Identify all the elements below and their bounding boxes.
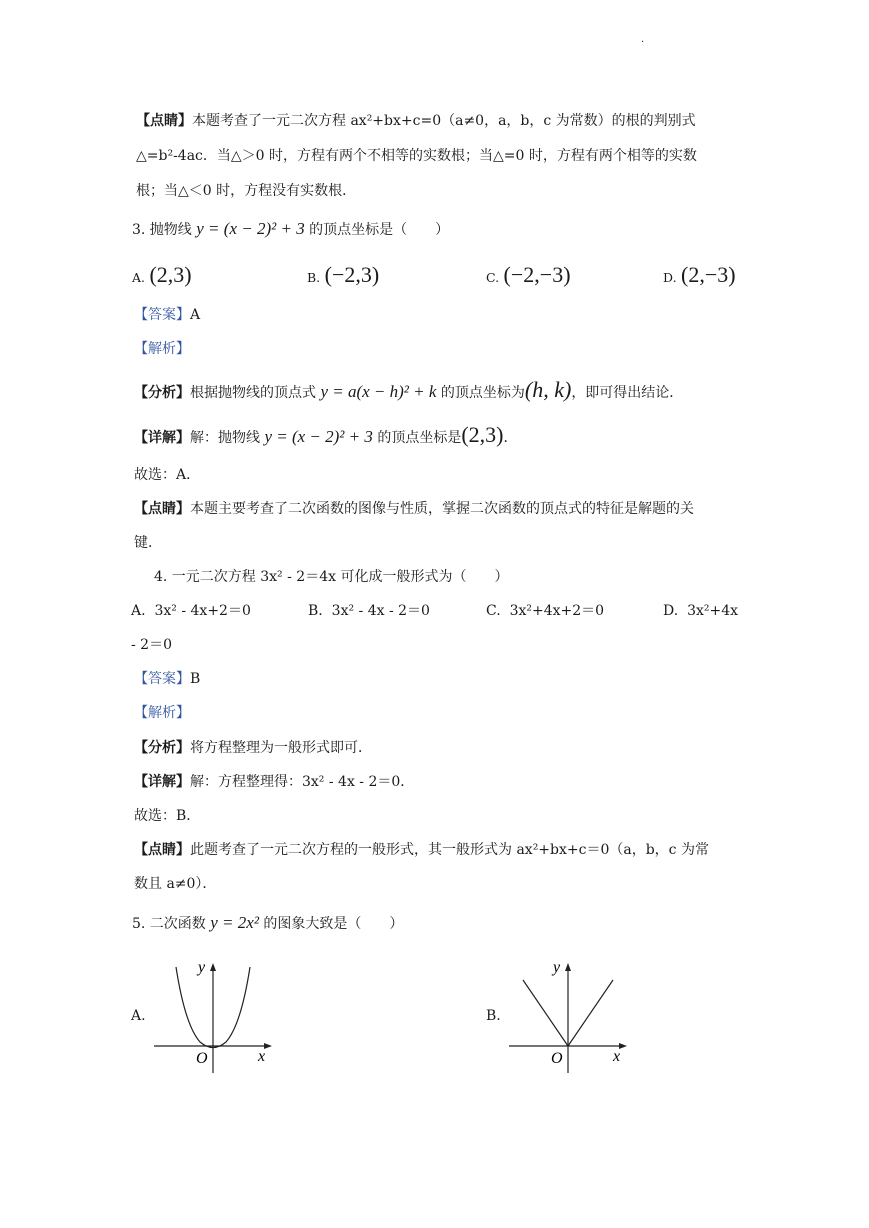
q3-stem-suffix: 的顶点坐标是（ ） — [309, 222, 450, 238]
q5-graph-a-label: A. — [131, 1008, 146, 1024]
q4-answer-tag: 【答案】 — [134, 671, 190, 687]
q5-graph-b — [505, 955, 635, 1075]
q3-fenxi-prefix: 根据抛物线的顶点式 — [190, 385, 321, 401]
q4-option-d-value: 3x²+4x — [687, 603, 739, 619]
q4-fenxi-tag: 【分析】 — [134, 740, 190, 756]
q3-option-d-label: D. — [663, 270, 677, 285]
q3-guxuan: 故选：A． — [134, 467, 201, 483]
q3-fenxi-formula: y = a(x − h)² + k — [320, 382, 437, 401]
note1-line3: 根；当△＜0 时，方程没有实数根． — [136, 183, 357, 199]
y-axis-arrow-icon — [565, 963, 571, 971]
q4-option-a-value: 3x² - 4x+2＝0 — [154, 603, 251, 619]
q3-xiangjie-point: (2,3) — [461, 422, 504, 447]
q3-analysis-tag: 【解析】 — [134, 341, 190, 357]
answer-tag: 【答案】 — [134, 307, 190, 323]
origin-label: O — [551, 1050, 563, 1067]
x-axis-arrow-icon — [619, 1043, 627, 1049]
q3-stem — [132, 219, 449, 240]
q5-stem-prefix: 5. 二次函数 — [132, 916, 211, 932]
q3-dianjing-tag: 【点睛】 — [134, 501, 190, 517]
note1-line2: △=b²-4ac．当△＞0 时，方程有两个不相等的实数根；当△=0 时，方程有两个相等的实数 — [136, 148, 697, 164]
x-axis-label: x — [258, 1048, 266, 1065]
q3-stem-prefix: 3. 抛物线 — [132, 222, 197, 238]
q3-xiangjie-suffix: ． — [503, 430, 518, 446]
q4-option-a — [131, 601, 251, 621]
q5-stem — [132, 913, 403, 934]
q3-option-d-value: (2,−3) — [681, 262, 736, 287]
q5-graph-a — [150, 955, 280, 1075]
q3-option-a-value: (2,3) — [149, 262, 192, 287]
q3-xiangjie-prefix: 解：抛物线 — [190, 430, 265, 446]
q3-option-d — [663, 262, 736, 288]
q4-guxuan: 故选：B． — [134, 808, 201, 824]
q3-dianjing-line1 — [134, 499, 694, 519]
q3-dianjing-line2: 键． — [134, 535, 162, 551]
q4-fenxi — [134, 738, 372, 758]
q3-option-a-label: A. — [132, 270, 146, 285]
fenxi-tag: 【分析】 — [134, 385, 190, 401]
q4-option-d — [663, 601, 738, 621]
q3-option-b — [307, 262, 380, 288]
q4-option-c-value: 3x²+4x+2＝0 — [509, 603, 605, 619]
q4-dianjing-line2: 数且 a≠0）． — [134, 876, 217, 892]
q3-answer — [134, 305, 200, 325]
q4-xiangjie — [134, 772, 414, 792]
q3-xiangjie-mid: 的顶点坐标是 — [377, 430, 462, 446]
y-axis-arrow-icon — [210, 963, 216, 971]
q3-option-c-label: C. — [486, 270, 500, 285]
q3-dianjing-text1: 本题主要考查了二次函数的图像与性质，掌握二次函数的顶点式的特征是解题的关 — [190, 501, 694, 517]
q3-xiangjie-formula: y = (x − 2)² + 3 — [264, 427, 373, 446]
q4-option-d-label: D. — [663, 603, 679, 619]
q3-fenxi-point: (h, k) — [524, 377, 572, 402]
q3-fenxi-mid: 的顶点坐标为 — [440, 385, 525, 401]
q4-dianjing-line1 — [134, 840, 709, 860]
header-mark: . — [641, 34, 645, 45]
q4-option-b-value: 3x² - 4x - 2＝0 — [331, 603, 430, 619]
q4-answer — [134, 669, 200, 689]
q3-option-c — [486, 262, 571, 288]
q3-option-b-label: B. — [307, 270, 321, 285]
q4-option-a-label: A. — [131, 603, 146, 619]
y-axis-label: y — [198, 959, 206, 976]
origin-label: O — [196, 1050, 208, 1067]
q3-fenxi-suffix: ，即可得出结论． — [571, 385, 684, 401]
q4-fenxi-text: 将方程整理为一般形式即可． — [190, 740, 372, 756]
note1-text1: 本题考查了一元二次方程 ax²+bx+c=0（a≠0，a，b，c 为常数）的根的判别式 — [192, 113, 696, 129]
q4-option-c-label: C. — [486, 603, 501, 619]
q4-option-b-label: B. — [308, 603, 323, 619]
x-axis-arrow-icon — [264, 1043, 272, 1049]
q4-stem: 4. 一元二次方程 3x² - 2＝4x 可化成一般形式为（ ） — [154, 569, 509, 585]
q4-xiangjie-tag: 【详解】 — [134, 774, 190, 790]
q4-dianjing-text1: 此题考查了一元二次方程的一般形式，其一般形式为 ax²+bx+c＝0（a，b，c 为常 — [190, 842, 709, 858]
q5-graph-b-label: B. — [486, 1008, 501, 1024]
q3-answer-value: A — [190, 307, 201, 323]
x-axis-label: x — [613, 1048, 621, 1065]
dianjing-tag: 【点睛】 — [136, 113, 192, 129]
q4-answer-value: B — [190, 671, 201, 687]
q3-fenxi — [134, 377, 684, 403]
q4-option-b — [308, 601, 430, 621]
y-axis-label: y — [553, 959, 561, 976]
q5-stem-suffix: 的图象大致是（ ） — [263, 916, 404, 932]
q3-stem-formula: y = (x − 2)² + 3 — [196, 219, 305, 238]
q4-analysis-tag: 【解析】 — [134, 705, 190, 721]
q3-option-c-value: (−2,−3) — [503, 262, 571, 287]
q4-dianjing-tag: 【点睛】 — [134, 842, 190, 858]
xiangjie-tag: 【详解】 — [134, 430, 190, 446]
q3-option-a — [132, 262, 192, 288]
q4-option-c — [486, 601, 604, 621]
note1-line1 — [136, 111, 696, 131]
q3-option-b-value: (−2,3) — [324, 262, 380, 287]
q4-option-d-cont: - 2＝0 — [131, 637, 172, 653]
q3-xiangjie — [134, 422, 518, 448]
q5-stem-formula: y = 2x² — [210, 913, 259, 932]
q4-xiangjie-text: 解：方程整理得：3x² - 4x - 2＝0． — [190, 774, 415, 790]
